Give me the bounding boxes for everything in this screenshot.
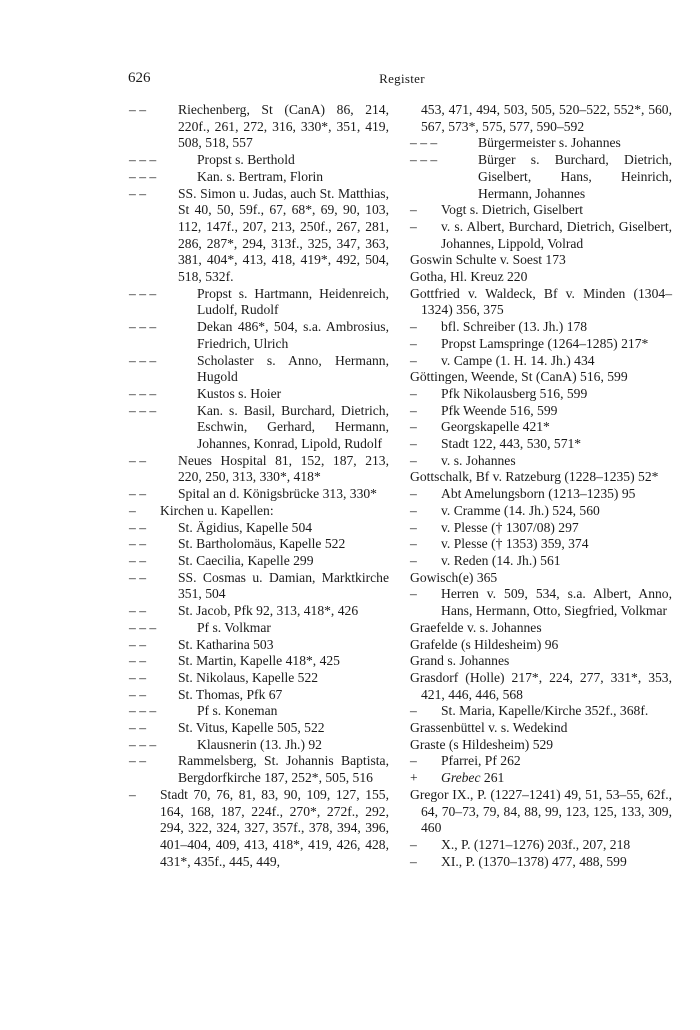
entry-level-dashes: – – – (129, 319, 157, 335)
entry-text: Pfk Weende 516, 599 (441, 402, 558, 418)
entry-level-dashes: – (410, 853, 417, 869)
entry-text: Rammelsberg, St. Johannis Baptista, Bergdorfkirche 187, 252*, 505, 516 (178, 753, 389, 786)
index-column-right (410, 102, 672, 870)
entry-level-dashes: – – – (129, 736, 157, 752)
entry-text: X., P. (1271–1276) 203f., 207, 218 (441, 836, 631, 852)
index-entry (410, 252, 672, 269)
entry-text: Grasdorf (Holle) 217*, 224, 277, 331*, 353, 421, 446, 446, 568 (410, 669, 672, 702)
index-entry (410, 202, 672, 219)
entry-level-dashes: – (410, 753, 417, 769)
index-entry (129, 319, 389, 352)
entry-level-dashes: – – (129, 536, 146, 552)
entry-level-dashes: – – (129, 720, 146, 736)
index-entry (410, 269, 672, 286)
entry-level-dashes: – – (129, 603, 146, 619)
entry-text: St. Martin, Kapelle 418*, 425 (178, 653, 340, 669)
index-entry (129, 169, 389, 186)
entry-level-dashes: – (129, 786, 136, 802)
page-number: 626 (128, 70, 151, 86)
index-entry (410, 737, 672, 754)
index-entry (129, 570, 389, 603)
index-entry (410, 102, 672, 135)
entry-level-dashes: – – (129, 519, 146, 535)
index-entry (410, 436, 672, 453)
entry-text: SS. Cosmas u. Damian, Marktkirche 351, 504 (178, 569, 389, 602)
entry-level-dashes: – – – (129, 385, 157, 401)
index-entry (410, 135, 672, 152)
index-entry (129, 403, 389, 453)
entry-text: v. Reden (14. Jh.) 561 (441, 552, 561, 568)
entry-level-dashes: – (410, 486, 417, 502)
index-entry (410, 286, 672, 319)
entry-level-dashes: – – (129, 569, 146, 585)
entry-level-dashes: – – (129, 452, 146, 468)
entry-level-dashes: – (410, 319, 417, 335)
entry-level-dashes: – (410, 385, 417, 401)
entry-text: v. Plesse († 1353) 359, 374 (441, 536, 589, 552)
entry-text: Stadt 122, 443, 530, 571* (441, 436, 582, 452)
index-entry (129, 703, 389, 720)
entry-text: Scholaster s. Anno, Hermann, Hugold (197, 352, 389, 385)
index-entry (410, 837, 672, 854)
index-entry (410, 152, 672, 202)
entry-level-dashes: – (410, 402, 417, 418)
entry-level-dashes: – – (129, 185, 146, 201)
entry-text: Neues Hospital 81, 152, 187, 213, 220, 250, 313, 330*, 418* (178, 452, 389, 485)
entry-text: St. Katharina 503 (178, 636, 274, 652)
entry-text: St. Jacob, Pfk 92, 313, 418*, 426 (178, 603, 359, 619)
entry-text: bfl. Schreiber (13. Jh.) 178 (441, 319, 588, 335)
entry-text: Gottfried v. Waldeck, Bf v. Minden (1304–1324) 356, 375 (410, 285, 672, 318)
index-entry (129, 386, 389, 403)
entry-text: St. Maria, Kapelle/Kirche 352f., 368f. (441, 703, 649, 719)
entry-text: Pfk Nikolausberg 516, 599 (441, 385, 588, 401)
entry-text: Herren v. 509, 534, s.a. Albert, Anno, Hans, Hermann, Otto, Siegfried, Volkmar (441, 586, 672, 619)
entry-text: XI., P. (1370–1378) 477, 488, 599 (441, 853, 627, 869)
entry-text: Bürger s. Burchard, Dietrich, Giselbert, Hans, Heinrich, Hermann, Johannes (478, 152, 672, 201)
entry-level-dashes: – – – (129, 168, 157, 184)
entry-text: St. Vitus, Kapelle 505, 522 (178, 720, 325, 736)
entry-level-dashes: – – – (129, 703, 157, 719)
index-entry (410, 553, 672, 570)
index-entry (410, 586, 672, 619)
index-entry (410, 770, 672, 787)
index-entry (410, 419, 672, 436)
entry-text: Graste (s Hildesheim) 529 (410, 736, 554, 752)
entry-level-dashes: – – (129, 486, 146, 502)
entry-text: Propst Lamspringe (1264–1285) 217* (441, 335, 649, 351)
index-entry (410, 386, 672, 403)
entry-text: Kustos s. Hoier (197, 385, 282, 401)
entry-level-dashes: – – – (410, 152, 438, 168)
index-entry (129, 670, 389, 687)
index-entry (129, 503, 389, 520)
entry-text: 261 (480, 770, 505, 786)
entry-italic-term: Grebec (441, 770, 481, 786)
entry-level-dashes: – (410, 586, 417, 602)
index-entry (410, 753, 672, 770)
index-entry (410, 787, 672, 837)
index-entry (129, 620, 389, 637)
index-entry (410, 319, 672, 336)
entry-text: v. Cramme (14. Jh.) 524, 560 (441, 502, 600, 518)
index-entry (410, 637, 672, 654)
entry-text: St. Nikolaus, Kapelle 522 (178, 669, 319, 685)
entry-text: Spital an d. Königsbrücke 313, 330* (178, 486, 377, 502)
index-entry (129, 102, 389, 152)
entry-level-dashes: – (410, 202, 417, 218)
index-entry (129, 737, 389, 754)
entry-text: Abt Amelungsborn (1213–1235) 95 (441, 486, 636, 502)
index-entry (410, 703, 672, 720)
entry-level-dashes: – (410, 502, 417, 518)
entry-text: Pf s. Koneman (197, 703, 278, 719)
entry-text: v. Campe (1. H. 14. Jh.) 434 (441, 352, 595, 368)
entry-level-dashes: – – – (129, 152, 157, 168)
entry-level-dashes: – – (129, 552, 146, 568)
index-entry (129, 353, 389, 386)
index-entry (129, 520, 389, 537)
entry-text: Kirchen u. Kapellen: (160, 502, 274, 518)
index-entry (410, 653, 672, 670)
index-entry (410, 854, 672, 871)
entry-level-dashes: – – (129, 636, 146, 652)
entry-level-dashes: – (410, 218, 417, 234)
entry-text: Vogt s. Dietrich, Giselbert (441, 202, 584, 218)
index-entry (129, 486, 389, 503)
entry-level-dashes: – – – (129, 402, 157, 418)
index-entry (410, 670, 672, 703)
entry-text: St. Caecilia, Kapelle 299 (178, 552, 314, 568)
entry-level-dashes: – – – (129, 352, 157, 368)
index-entry (410, 503, 672, 520)
index-entry (129, 603, 389, 620)
entry-text: St. Bartholomäus, Kapelle 522 (178, 536, 346, 552)
entry-level-dashes: – (410, 419, 417, 435)
index-entry (410, 336, 672, 353)
entry-text: Gottschalk, Bf v. Ratzeburg (1228–1235) 52* (410, 469, 659, 485)
index-entry (410, 536, 672, 553)
index-entry (410, 453, 672, 470)
entry-text: Pfarrei, Pf 262 (441, 753, 521, 769)
index-entry (129, 720, 389, 737)
entry-text: Propst s. Berthold (197, 152, 295, 168)
entry-level-dashes: – – (129, 669, 146, 685)
index-entry (129, 787, 389, 871)
entry-text: Dekan 486*, 504, s.a. Ambrosius, Friedrich, Ulrich (197, 319, 389, 351)
entry-text: Pf s. Volkmar (197, 619, 271, 635)
index-entry (410, 620, 672, 637)
entry-level-dashes: – (410, 335, 417, 351)
entry-level-dashes: – (410, 536, 417, 552)
entry-level-dashes: – (410, 452, 417, 468)
entry-text: St. Ägidius, Kapelle 504 (178, 519, 313, 535)
entry-level-dashes: – – – (410, 135, 438, 151)
running-title: Register (379, 71, 425, 86)
entry-level-dashes: – – (129, 102, 146, 117)
entry-text: Kan. s. Basil, Burchard, Dietrich, Eschwin, Gerhard, Hermann, Johannes, Konrad, Lipold, Rudolf (197, 402, 389, 452)
entry-text: Graefelde v. s. Johannes (410, 619, 542, 635)
index-entry (129, 152, 389, 169)
entry-text: v. s. Albert, Burchard, Dietrich, Giselbert, Johannes, Lippold, Volrad (441, 218, 672, 251)
entry-text: Grassenbüttel v. s. Wedekind (410, 720, 568, 736)
entry-text: Stadt 70, 76, 81, 83, 90, 109, 127, 155, 164, 168, 187, 224f., 270*, 272f., 292, 294, 322, 324, 327, 357f., 378, 394, 396, 401–404, 409, 413, 418*, 419, 426, 428, 431*, 435f., 445, 449, (160, 786, 389, 869)
entry-text: Georgskapelle 421* (441, 419, 550, 435)
entry-level-dashes: – – (129, 686, 146, 702)
index-entry (410, 469, 672, 486)
entry-text: Propst s. Hartmann, Heidenreich, Ludolf, Rudolf (197, 285, 389, 318)
index-entry (129, 753, 389, 786)
index-entry (410, 369, 672, 386)
entry-text: 453, 471, 494, 503, 505, 520–522, 552*, 560, 567, 573*, 575, 577, 590–592 (421, 102, 672, 134)
index-entry (129, 186, 389, 286)
index-entry (129, 687, 389, 704)
entry-text: v. s. Johannes (441, 452, 516, 468)
entry-level-dashes: – (410, 352, 417, 368)
entry-text: Grand s. Johannes (410, 653, 510, 669)
entry-level-dashes: – (410, 436, 417, 452)
index-entry (129, 637, 389, 654)
index-entry (410, 353, 672, 370)
index-entry (129, 453, 389, 486)
entry-level-dashes: – – (129, 653, 146, 669)
entry-level-dashes: – – (129, 753, 146, 769)
entry-text: v. Plesse († 1307/08) 297 (441, 519, 579, 535)
entry-text: Gotha, Hl. Kreuz 220 (410, 269, 528, 285)
index-entry (410, 403, 672, 420)
entry-text: Grafelde (s Hildesheim) 96 (410, 636, 559, 652)
entry-level-dashes: – (410, 836, 417, 852)
entry-level-dashes: – (410, 519, 417, 535)
entry-level-dashes: – – – (129, 619, 157, 635)
index-entry (410, 219, 672, 252)
index-entry (129, 553, 389, 570)
entry-level-dashes: – (129, 502, 136, 518)
index-entry (129, 536, 389, 553)
entry-level-dashes: – – – (129, 285, 157, 301)
entry-text: St. Thomas, Pfk 67 (178, 686, 283, 702)
index-entry (410, 570, 672, 587)
index-entry (129, 286, 389, 319)
entry-text: Gregor IX., P. (1227–1241) 49, 51, 53–55, 62f., 64, 70–73, 79, 84, 88, 99, 123, 125, 133, 309, 460 (410, 786, 672, 836)
entry-level-dashes: – (410, 703, 417, 719)
entry-text: Goswin Schulte v. Soest 173 (410, 252, 566, 268)
index-column-left (129, 102, 389, 870)
entry-level-dashes: + (410, 770, 418, 786)
index-entry (410, 520, 672, 537)
index-entry (410, 720, 672, 737)
entry-level-dashes: – (410, 552, 417, 568)
index-entry (129, 653, 389, 670)
entry-text: Kan. s. Bertram, Florin (197, 168, 324, 184)
entry-text: Gowisch(e) 365 (410, 569, 498, 585)
page-header (128, 70, 676, 92)
entry-text: Göttingen, Weende, St (CanA) 516, 599 (410, 369, 628, 385)
index-entry (410, 486, 672, 503)
entry-text: Bürgermeister s. Johannes (478, 135, 621, 151)
entry-text: Riechenberg, St (CanA) 86, 214, 220f., 261, 272, 316, 330*, 351, 419, 508, 518, 557 (178, 102, 389, 151)
entry-text: Klausnerin (13. Jh.) 92 (197, 736, 322, 752)
entry-text: SS. Simon u. Judas, auch St. Matthias, St 40, 50, 59f., 67, 68*, 69, 90, 103, 112, 147f., 207, 213, 250f., 267, 281, 286, 287*, 294, 313f., 325, 347, 363, 381, 404*, 413, 418, 419*, 492, 504, 518, 532f. (178, 185, 389, 285)
